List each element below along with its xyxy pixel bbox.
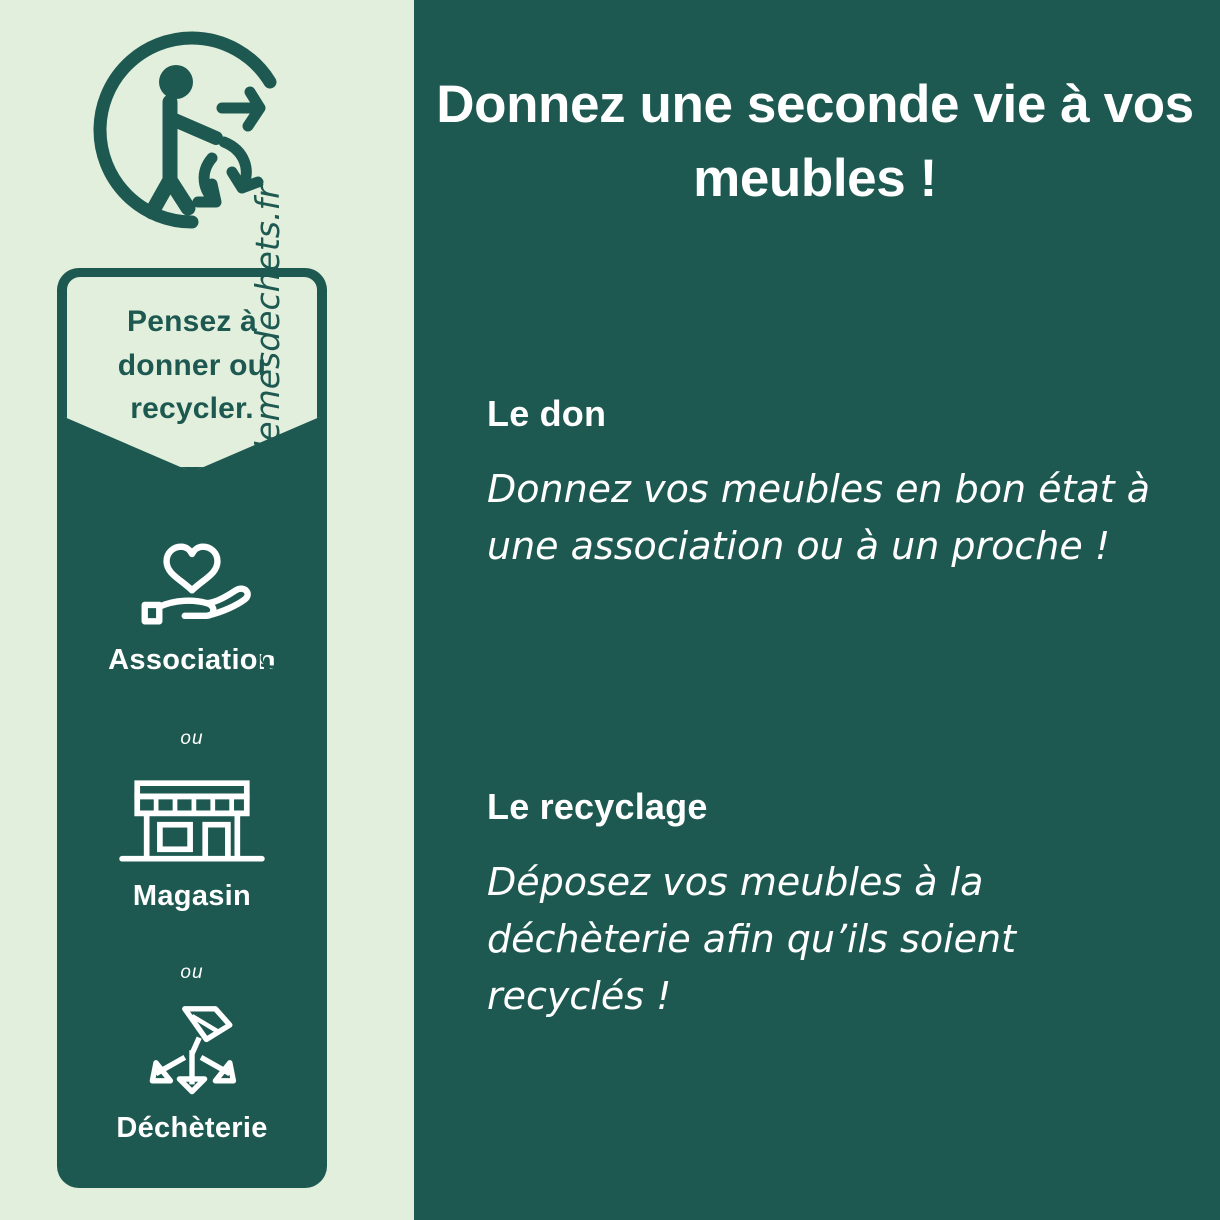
separator-ou-2: ou bbox=[180, 962, 204, 983]
separator-ou-1: ou bbox=[180, 728, 204, 749]
step-label: Déchèterie bbox=[116, 1112, 268, 1144]
section-heading: Le don bbox=[487, 393, 607, 434]
banner-heading-line-3: recycler. bbox=[130, 392, 254, 425]
step-magasin bbox=[57, 768, 327, 913]
section-le-don bbox=[487, 393, 1177, 575]
vertical-url[interactable]: https://quefairedemesdechets.fr bbox=[248, 185, 287, 718]
step-dechèterie bbox=[57, 1000, 327, 1145]
page-title: Donnez une seconde vie à vos meubles ! bbox=[436, 75, 1194, 209]
shop-storefront-icon bbox=[57, 768, 327, 872]
section-heading: Le recyclage bbox=[487, 786, 708, 827]
section-body: Donnez vos meubles en bon état à une association ou à un proche ! bbox=[487, 467, 1151, 568]
section-le-recyclage bbox=[487, 786, 1177, 1025]
waste-collection-center-icon bbox=[57, 1000, 327, 1104]
step-label: Magasin bbox=[132, 880, 252, 912]
banner-heading-line-2: donner ou bbox=[117, 348, 267, 382]
section-body: Déposez vos meubles à la déchèterie afin qu’ils soient recyclés ! bbox=[487, 860, 1017, 1018]
step-label: Association bbox=[108, 644, 276, 676]
banner-heading-line-1: Pensez à bbox=[126, 305, 257, 338]
